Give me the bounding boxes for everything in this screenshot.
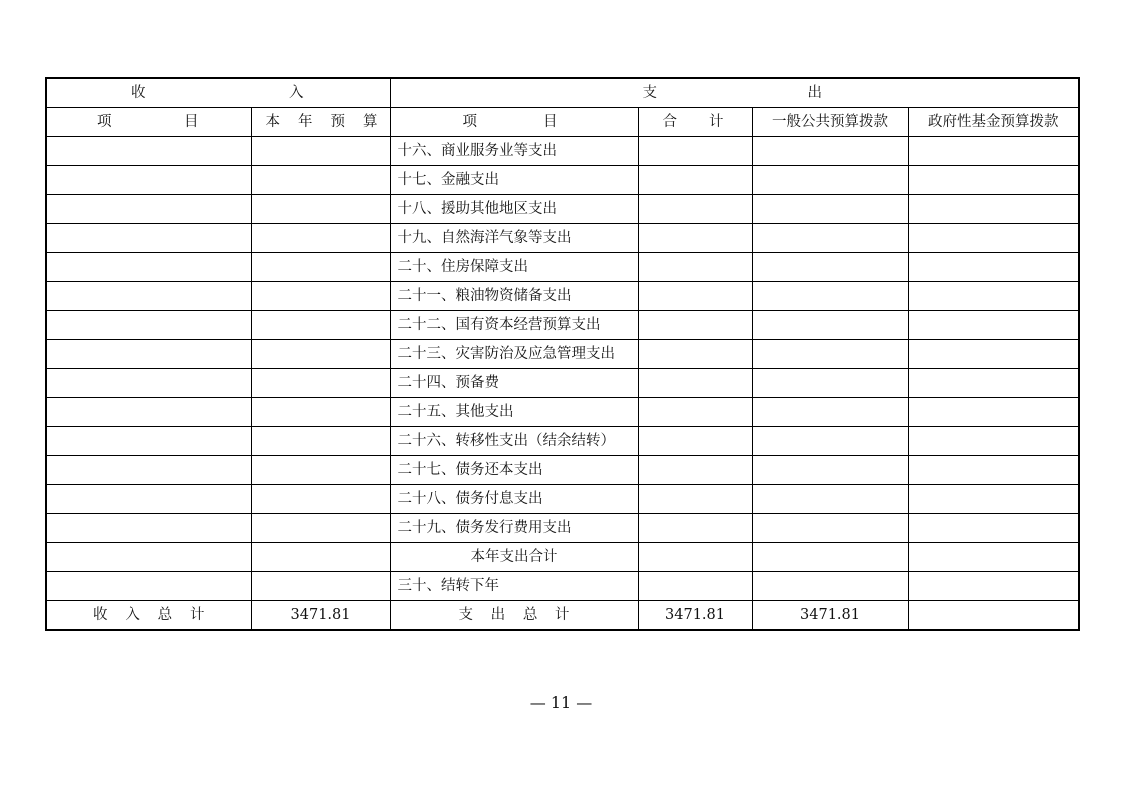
table-row <box>46 166 1079 195</box>
exp-item-header <box>390 108 638 137</box>
exp-item-cell: 十九、自然海洋气象等支出 <box>390 224 638 253</box>
income-item-cell <box>46 311 251 340</box>
exp-fund-cell <box>908 485 1079 514</box>
header-char: 合 <box>662 114 677 130</box>
income-budget-header <box>251 108 390 137</box>
exp-fund-cell <box>908 195 1079 224</box>
table-row <box>46 195 1079 224</box>
header-char: 项 <box>462 114 477 130</box>
income-header-char: 收 <box>131 85 146 101</box>
exp-total-cell <box>638 543 752 572</box>
total-char: 收 <box>93 607 108 623</box>
table-body <box>46 137 1079 601</box>
table-row <box>46 137 1079 166</box>
table-row <box>46 224 1079 253</box>
income-budget-cell <box>251 543 390 572</box>
exp-general-cell <box>752 369 908 398</box>
exp-fund-cell <box>908 311 1079 340</box>
exp-fund-cell <box>908 398 1079 427</box>
income-item-cell <box>46 166 251 195</box>
exp-item-cell: 二十八、债务付息支出 <box>390 485 638 514</box>
exp-item-cell: 十六、商业服务业等支出 <box>390 137 638 166</box>
income-item-cell <box>46 137 251 166</box>
exp-fund-cell <box>908 427 1079 456</box>
exp-general-cell <box>752 427 908 456</box>
income-budget-cell <box>251 427 390 456</box>
table-row <box>46 282 1079 311</box>
exp-total-cell <box>638 456 752 485</box>
income-item-header <box>46 108 251 137</box>
expenditure-header-char: 出 <box>807 85 822 101</box>
exp-general-cell <box>752 166 908 195</box>
income-item-cell <box>46 340 251 369</box>
total-char: 计 <box>189 607 205 623</box>
expenditure-header <box>390 78 1079 108</box>
total-char: 计 <box>554 607 570 623</box>
exp-fund-cell <box>908 340 1079 369</box>
exp-fund-cell <box>908 456 1079 485</box>
exp-general-cell <box>752 398 908 427</box>
exp-total-cell <box>638 311 752 340</box>
exp-general-header: 一般公共预算拨款 <box>752 108 908 137</box>
header-char: 项 <box>97 114 112 130</box>
exp-total-cell <box>638 427 752 456</box>
exp-item-cell: 二十九、债务发行费用支出 <box>390 514 638 543</box>
page-number: — 11 — <box>529 693 593 712</box>
exp-item-cell: 二十、住房保障支出 <box>390 253 638 282</box>
income-budget-cell <box>251 340 390 369</box>
exp-total-label <box>390 601 638 631</box>
income-item-cell <box>46 543 251 572</box>
total-row <box>46 601 1079 631</box>
exp-fund-cell <box>908 137 1079 166</box>
total-char: 总 <box>522 607 538 623</box>
income-item-cell <box>46 282 251 311</box>
expenditure-header-char: 支 <box>642 85 657 101</box>
table-row <box>46 340 1079 369</box>
exp-fund-cell <box>908 572 1079 601</box>
exp-item-cell: 三十、结转下年 <box>390 572 638 601</box>
exp-general-cell <box>752 543 908 572</box>
table-row <box>46 398 1079 427</box>
exp-general-cell <box>752 253 908 282</box>
header-row-1 <box>46 78 1079 108</box>
exp-item-cell: 二十六、转移性支出（结余结转） <box>390 427 638 456</box>
exp-general-cell <box>752 514 908 543</box>
income-item-cell <box>46 456 251 485</box>
header-char: 算 <box>363 114 378 130</box>
income-header-char: 入 <box>289 85 304 101</box>
exp-general-cell <box>752 340 908 369</box>
income-budget-cell <box>251 224 390 253</box>
income-budget-cell <box>251 311 390 340</box>
income-item-cell <box>46 572 251 601</box>
exp-total-value: 3471.81 <box>638 601 752 631</box>
total-char: 出 <box>490 607 506 623</box>
header-char: 本 <box>265 114 280 130</box>
table-row <box>46 427 1079 456</box>
income-total-value: 3471.81 <box>251 601 390 631</box>
exp-general-cell <box>752 572 908 601</box>
exp-fund-cell <box>908 166 1079 195</box>
header-char: 年 <box>298 114 313 130</box>
income-item-cell <box>46 514 251 543</box>
exp-total-cell <box>638 282 752 311</box>
header-row-2 <box>46 108 1079 137</box>
exp-general-cell <box>752 224 908 253</box>
income-total-label <box>46 601 251 631</box>
exp-item-cell: 二十七、债务还本支出 <box>390 456 638 485</box>
income-budget-cell <box>251 195 390 224</box>
exp-fund-cell <box>908 369 1079 398</box>
exp-item-cell: 二十四、预备费 <box>390 369 638 398</box>
exp-general-cell <box>752 195 908 224</box>
exp-total-cell <box>638 340 752 369</box>
header-char: 目 <box>184 114 199 130</box>
exp-item-cell: 十七、金融支出 <box>390 166 638 195</box>
table-row <box>46 369 1079 398</box>
exp-item-cell: 二十二、国有资本经营预算支出 <box>390 311 638 340</box>
income-budget-cell <box>251 253 390 282</box>
exp-item-cell: 二十三、灾害防治及应急管理支出 <box>390 340 638 369</box>
exp-general-cell <box>752 311 908 340</box>
exp-fund-cell <box>908 282 1079 311</box>
income-item-cell <box>46 224 251 253</box>
exp-total-cell <box>638 137 752 166</box>
exp-fund-cell <box>908 253 1079 282</box>
income-item-cell <box>46 253 251 282</box>
exp-total-cell <box>638 514 752 543</box>
exp-fund-cell <box>908 224 1079 253</box>
header-char: 计 <box>709 114 724 130</box>
income-budget-cell <box>251 398 390 427</box>
exp-general-cell <box>752 137 908 166</box>
exp-total-cell <box>638 253 752 282</box>
exp-item-cell: 二十五、其他支出 <box>390 398 638 427</box>
exp-general-cell <box>752 485 908 514</box>
income-item-cell <box>46 427 251 456</box>
income-item-cell <box>46 485 251 514</box>
table-row <box>46 456 1079 485</box>
table-row <box>46 485 1079 514</box>
exp-total-cell <box>638 369 752 398</box>
income-budget-cell <box>251 369 390 398</box>
header-char: 目 <box>543 114 558 130</box>
exp-total-header <box>638 108 752 137</box>
budget-table <box>45 77 1080 631</box>
exp-item-cell: 十八、援助其他地区支出 <box>390 195 638 224</box>
exp-general-value: 3471.81 <box>752 601 908 631</box>
header-char: 预 <box>330 114 345 130</box>
exp-item-cell: 本年支出合计 <box>390 543 638 572</box>
income-budget-cell <box>251 485 390 514</box>
exp-total-cell <box>638 195 752 224</box>
exp-fund-cell <box>908 543 1079 572</box>
total-char: 支 <box>458 607 473 623</box>
exp-fund-cell <box>908 514 1079 543</box>
income-item-cell <box>46 398 251 427</box>
exp-total-cell <box>638 166 752 195</box>
table-row <box>46 253 1079 282</box>
exp-general-cell <box>752 282 908 311</box>
income-item-cell <box>46 369 251 398</box>
table-row <box>46 543 1079 572</box>
table-row <box>46 311 1079 340</box>
table-row <box>46 514 1079 543</box>
exp-total-cell <box>638 485 752 514</box>
income-budget-cell <box>251 282 390 311</box>
total-char: 入 <box>125 607 140 623</box>
exp-general-cell <box>752 456 908 485</box>
income-budget-cell <box>251 572 390 601</box>
exp-item-cell: 二十一、粮油物资储备支出 <box>390 282 638 311</box>
income-budget-cell <box>251 456 390 485</box>
exp-total-cell <box>638 572 752 601</box>
exp-fund-value <box>908 601 1079 631</box>
exp-total-cell <box>638 398 752 427</box>
exp-fund-header: 政府性基金预算拨款 <box>908 108 1079 137</box>
income-header <box>46 78 390 108</box>
exp-total-cell <box>638 224 752 253</box>
table-row <box>46 572 1079 601</box>
income-budget-cell <box>251 514 390 543</box>
total-char: 总 <box>157 607 173 623</box>
income-item-cell <box>46 195 251 224</box>
income-budget-cell <box>251 137 390 166</box>
income-budget-cell <box>251 166 390 195</box>
